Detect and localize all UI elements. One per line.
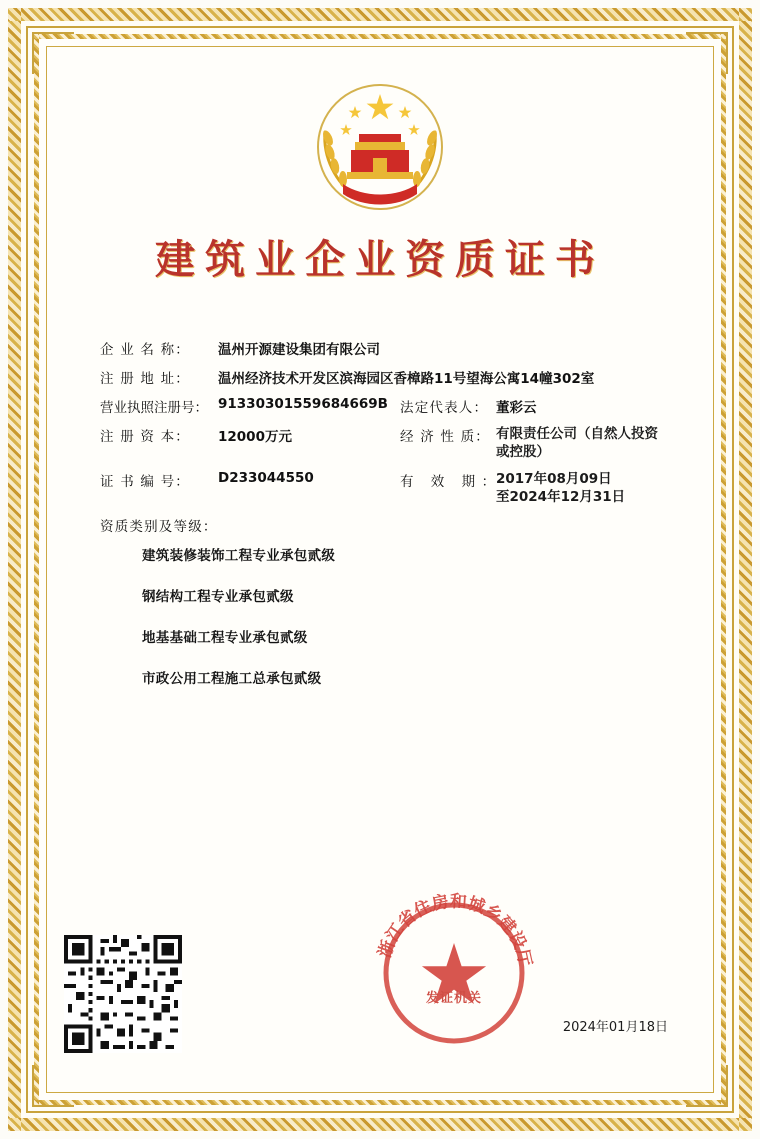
registered-capital-label: 注 册 资 本： (100, 429, 190, 445)
field-group-license-legalrep (100, 396, 670, 425)
official-red-seal-icon (366, 885, 542, 1061)
company-name-value: 温州开源建设集团有限公司 (218, 342, 380, 358)
field-registered-capital (100, 425, 400, 445)
address-value: 温州经济技术开发区滨海园区香樟路11号望海公寓14幢302室 (218, 371, 595, 387)
valid-from-value: 2017年08月09日 (496, 471, 612, 487)
cert-no-label: 证 书 编 号： (100, 474, 190, 490)
cert-no-value: D233044550 (218, 470, 314, 486)
list-item: 市政公用工程施工总承包贰级 (142, 671, 322, 687)
address-label: 注 册 地 址： (100, 371, 190, 387)
economic-type-value: 有限责任公司（自然人投资或控股） (496, 426, 658, 460)
field-qualifications-label (100, 515, 670, 535)
field-license-no (100, 396, 400, 416)
list-item: 钢结构工程专业承包贰级 (142, 589, 294, 605)
page-title: 建筑业企业资质证书 (155, 237, 605, 283)
valid-period-value (496, 470, 625, 506)
valid-to-value: 至2024年12月31日 (496, 489, 626, 505)
list-item: 地基基础工程专业承包贰级 (142, 630, 308, 646)
legal-rep-label: 法定代表人： (400, 400, 489, 416)
svg-text:浙江省住房和城乡建设厅: 浙江省住房和城乡建设厅 (374, 891, 535, 969)
field-legal-rep (400, 396, 670, 416)
field-group-capital-economictype (100, 425, 670, 470)
corner-ornament-top-right (686, 32, 728, 74)
corner-ornament-bottom-right (686, 1065, 728, 1107)
fields-container (100, 338, 670, 708)
license-no-label: 营业执照注册号： (100, 400, 208, 416)
field-company-name (100, 338, 670, 358)
field-group-certno-validity (100, 470, 670, 515)
seal-label: 发证机关 (425, 991, 483, 1006)
qualifications-label: 资质类别及等级： (100, 519, 218, 535)
qr-code-icon (64, 935, 182, 1053)
corner-ornament-top-left (32, 32, 74, 74)
field-valid-period (400, 470, 670, 506)
china-national-emblem-icon (305, 72, 455, 222)
legal-rep-value: 董彩云 (496, 400, 537, 416)
field-cert-no (100, 470, 400, 490)
field-economic-type (400, 425, 670, 461)
issue-date: 2024年01月18日 (562, 1020, 668, 1035)
economic-type-label: 经 济 性 质： (400, 429, 490, 445)
corner-ornament-bottom-left (32, 1065, 74, 1107)
field-address (100, 367, 670, 387)
valid-period-label: 有 效 期： (400, 474, 502, 490)
registered-capital-value: 12000万元 (218, 429, 292, 445)
license-no-value: 91330301559684669B (218, 396, 388, 412)
qualifications-list (100, 544, 670, 687)
list-item: 建筑装修装饰工程专业承包贰级 (142, 548, 336, 564)
company-name-label: 企 业 名 称： (100, 342, 190, 358)
